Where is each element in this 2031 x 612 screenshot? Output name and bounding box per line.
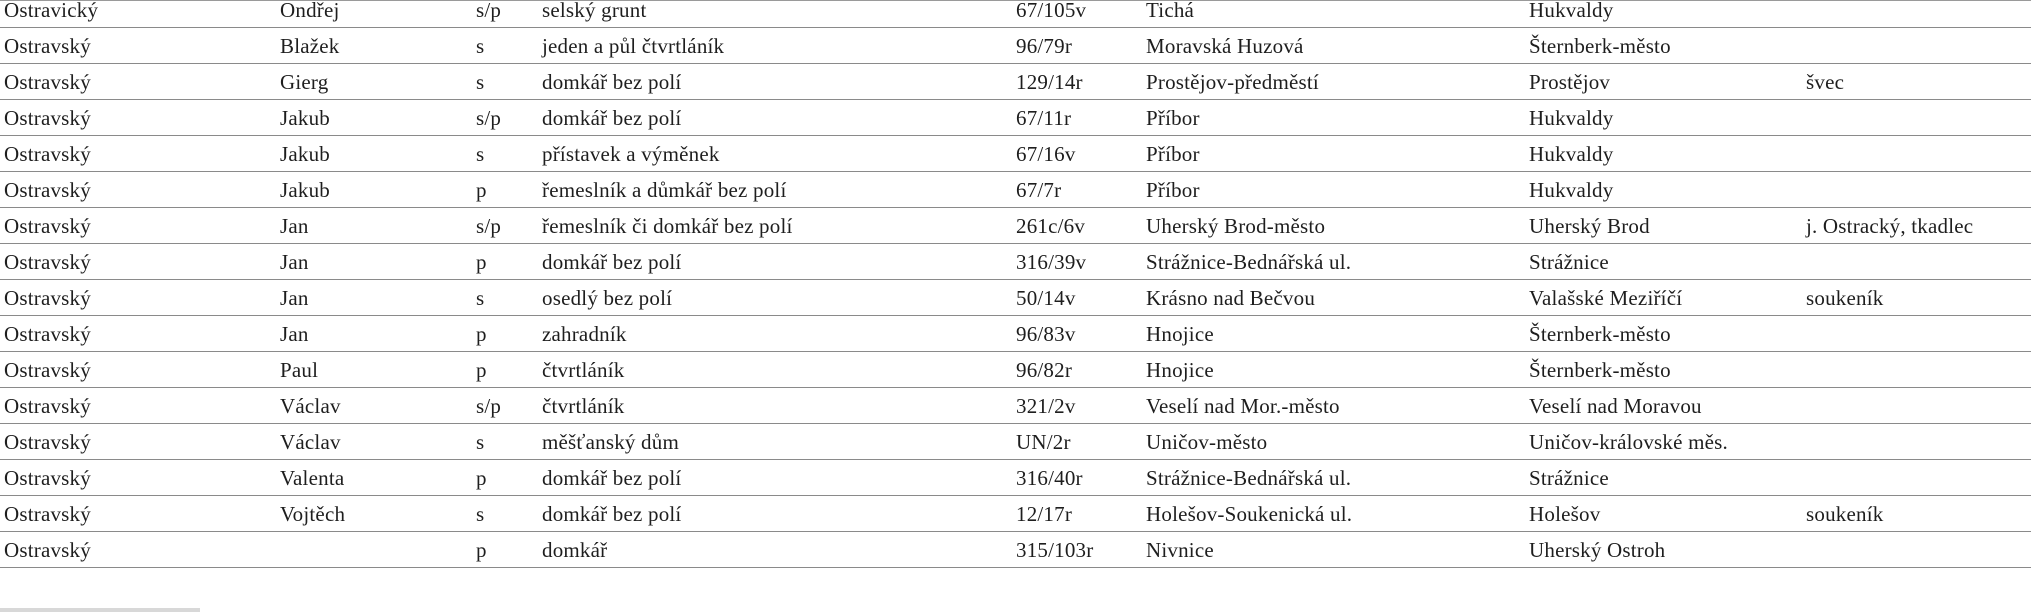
folio-reference-cell: 321/2v [1016,394,1076,418]
estate-cell: Hukvaldy [1529,106,1614,130]
given-name-cell: Valenta [280,466,345,490]
village-cell: Nivnice [1146,538,1214,562]
surname-cell: Ostravský [4,430,91,454]
village-cell: Uherský Brod-město [1146,214,1326,238]
folio-reference-cell: 67/7r [1016,178,1062,202]
holding-description-cell: čtvrtláník [542,358,625,382]
holding-type-cell: s [476,34,485,58]
holding-description-cell: domkář [542,538,608,562]
folio-reference-cell: 316/40r [1016,466,1083,490]
surname-cell: Ostravský [4,286,91,310]
estate-cell: Hukvaldy [1529,178,1614,202]
surname-cell: Ostravský [4,178,91,202]
surname-cell: Ostravský [4,106,91,130]
surname-cell: Ostravský [4,142,91,166]
estate-cell: Uničov-královské měs. [1529,430,1728,454]
folio-reference-cell: 129/14r [1016,70,1083,94]
table-row [0,496,2031,532]
given-name-cell: Jan [280,322,309,346]
table-row [0,388,2031,424]
given-name-cell: Gierg [280,70,329,94]
estate-cell: Strážnice [1529,250,1609,274]
holding-type-cell: p [476,466,487,490]
estate-cell: Hukvaldy [1529,0,1614,22]
table-row [0,136,2031,172]
surname-cell: Ostravský [4,34,91,58]
note-cell: soukeník [1806,286,1884,310]
folio-reference-cell: UN/2r [1016,430,1071,454]
surname-cell: Ostravský [4,214,91,238]
holding-description-cell: jeden a půl čtvrtláník [542,34,725,58]
surname-cell: Ostravský [4,502,91,526]
holding-description-cell: domkář bez polí [542,502,682,526]
estate-cell: Strážnice [1529,466,1609,490]
estate-cell: Prostějov [1529,70,1611,94]
given-name-cell: Jan [280,286,309,310]
holding-description-cell: domkář bez polí [542,70,682,94]
given-name-cell: Blažek [280,34,340,58]
surname-cell: Ostravický [4,0,99,22]
village-cell: Strážnice-Bednářská ul. [1146,466,1352,490]
village-cell: Hnojice [1146,322,1214,346]
estate-cell: Šternberk-město [1529,322,1671,346]
given-name-cell: Jakub [280,106,330,130]
village-cell: Holešov-Soukenická ul. [1146,502,1353,526]
given-name-cell: Vojtěch [280,502,346,526]
village-cell: Příbor [1146,178,1200,202]
table-row [0,424,2031,460]
given-name-cell: Paul [280,358,319,382]
table-row [0,0,2031,28]
holding-type-cell: p [476,178,487,202]
holding-description-cell: osedlý bez polí [542,286,673,310]
folio-reference-cell: 12/17r [1016,502,1073,526]
folio-reference-cell: 315/103r [1016,538,1094,562]
holding-type-cell: s [476,430,485,454]
holding-type-cell: s/p [476,394,502,418]
given-name-cell: Ondřej [280,0,340,22]
holding-type-cell: p [476,538,487,562]
folio-reference-cell: 67/16v [1016,142,1076,166]
holding-description-cell: řemeslník a důmkář bez polí [542,178,787,202]
holding-description-cell: měšťanský dům [542,430,679,454]
holding-type-cell: p [476,250,487,274]
page-edge-mark [0,608,200,612]
note-cell: j. Ostracký, tkadlec [1806,214,1974,238]
surname-cell: Ostravský [4,250,91,274]
estate-cell: Veselí nad Moravou [1529,394,1702,418]
holding-type-cell: s/p [476,214,502,238]
surname-cell: Ostravský [4,538,91,562]
holding-type-cell: p [476,358,487,382]
estate-cell: Uherský Brod [1529,214,1650,238]
holding-description-cell: čtvrtláník [542,394,625,418]
village-cell: Příbor [1146,142,1200,166]
holding-description-cell: řemeslník či domkář bez polí [542,214,793,238]
table-row [0,244,2031,280]
table-row [0,460,2031,496]
folio-reference-cell: 96/82r [1016,358,1073,382]
table-row [0,100,2031,136]
holding-type-cell: s [476,70,485,94]
folio-reference-cell: 316/39v [1016,250,1087,274]
holding-type-cell: s [476,502,485,526]
table-row [0,64,2031,100]
folio-reference-cell: 67/105v [1016,0,1087,22]
holding-description-cell: domkář bez polí [542,466,682,490]
village-cell: Hnojice [1146,358,1214,382]
village-cell: Moravská Huzová [1146,34,1304,58]
estate-cell: Uherský Ostroh [1529,538,1666,562]
holding-description-cell: přístavek a výměnek [542,142,720,166]
estate-cell: Holešov [1529,502,1601,526]
holding-type-cell: s [476,142,485,166]
village-cell: Veselí nad Mor.-město [1146,394,1340,418]
holding-type-cell: s [476,286,485,310]
estate-cell: Šternberk-město [1529,358,1671,382]
village-cell: Prostějov-předměstí [1146,70,1319,94]
note-cell: soukeník [1806,502,1884,526]
folio-reference-cell: 67/11r [1016,106,1072,130]
surname-cell: Ostravský [4,394,91,418]
village-cell: Příbor [1146,106,1200,130]
note-cell: švec [1806,70,1845,94]
holding-type-cell: s/p [476,106,502,130]
given-name-cell: Jan [280,250,309,274]
table-row [0,28,2031,64]
table-row [0,316,2031,352]
surname-cell: Ostravský [4,70,91,94]
estate-cell: Valašské Meziříčí [1529,286,1683,310]
table-row [0,172,2031,208]
table-row [0,208,2031,244]
given-name-cell: Jan [280,214,309,238]
given-name-cell: Václav [280,430,341,454]
estate-cell: Hukvaldy [1529,142,1614,166]
folio-reference-cell: 50/14v [1016,286,1076,310]
table-row [0,280,2031,316]
folio-reference-cell: 261c/6v [1016,214,1086,238]
given-name-cell: Jakub [280,142,330,166]
folio-reference-cell: 96/83v [1016,322,1076,346]
village-cell: Tichá [1146,0,1195,22]
village-cell: Krásno nad Bečvou [1146,286,1316,310]
surname-cell: Ostravský [4,322,91,346]
given-name-cell: Václav [280,394,341,418]
given-name-cell: Jakub [280,178,330,202]
holding-description-cell: zahradník [542,322,627,346]
table-row [0,352,2031,388]
estate-cell: Šternberk-město [1529,34,1671,58]
holding-type-cell: p [476,322,487,346]
surname-cell: Ostravský [4,466,91,490]
village-cell: Strážnice-Bednářská ul. [1146,250,1352,274]
holding-type-cell: s/p [476,0,502,22]
holding-description-cell: domkář bez polí [542,106,682,130]
table-row [0,532,2031,568]
holding-description-cell: domkář bez polí [542,250,682,274]
surname-cell: Ostravský [4,358,91,382]
folio-reference-cell: 96/79r [1016,34,1073,58]
village-cell: Uničov-město [1146,430,1268,454]
holding-description-cell: selský grunt [542,0,647,22]
